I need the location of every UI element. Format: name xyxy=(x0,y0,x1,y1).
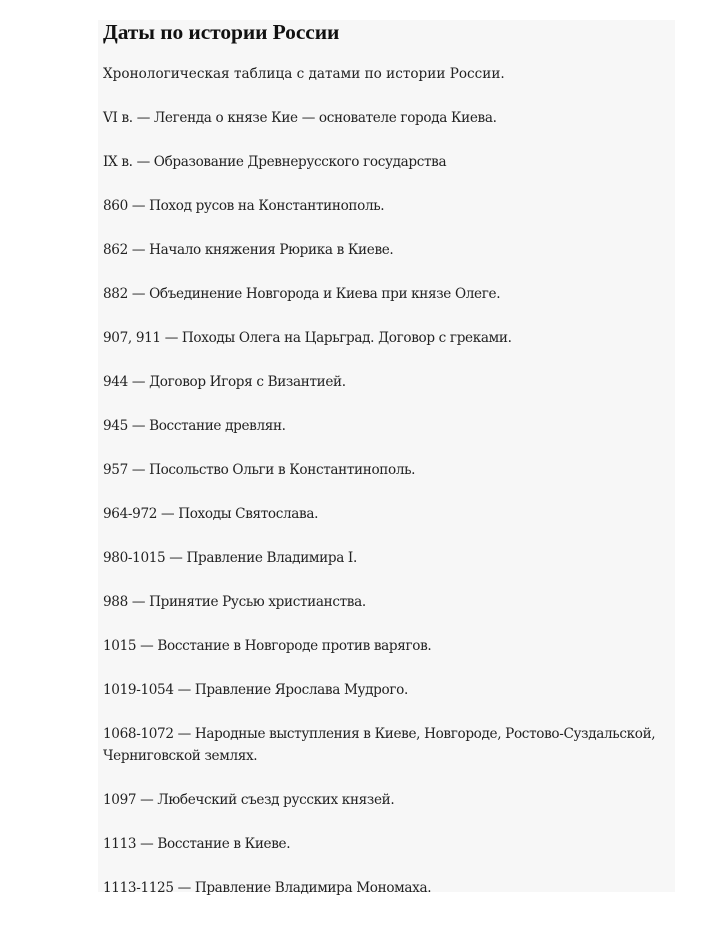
timeline-entry: 1015 — Восстание в Новгороде против варягов. xyxy=(103,638,432,654)
timeline-entry: 1113-1125 — Правление Владимира Мономаха. xyxy=(103,880,432,896)
timeline-list xyxy=(103,107,668,899)
timeline-entry: 862 — Начало княжения Рюрика в Киеве. xyxy=(103,242,394,258)
article-intro: Хронологическая таблица с датами по истории России. xyxy=(103,66,505,82)
timeline-entry: 964-972 — Походы Святослава. xyxy=(103,506,319,522)
timeline-entry: 980-1015 — Правление Владимира I. xyxy=(103,550,357,566)
article xyxy=(103,18,668,899)
timeline-entry: 945 — Восстание древлян. xyxy=(103,418,286,434)
timeline-entry: 957 — Посольство Ольги в Константинополь. xyxy=(103,462,416,478)
timeline-entry: 1113 — Восстание в Киеве. xyxy=(103,836,291,852)
timeline-entry: VI в. — Легенда о князе Кие — основателе города Киева. xyxy=(103,110,497,126)
timeline-entry: 1068-1072 — Народные выступления в Киеве, Новгороде, Ростово-Суздальской, Черниговской землях. xyxy=(103,726,656,764)
timeline-entry: 860 — Поход русов на Константинополь. xyxy=(103,198,385,214)
timeline-entry: 1097 — Любечский съезд русских князей. xyxy=(103,792,395,808)
page-title: Даты по истории России xyxy=(103,20,340,44)
timeline-entry: 882 — Объединение Новгорода и Киева при князе Олеге. xyxy=(103,286,501,302)
timeline-entry: 944 — Договор Игоря с Византией. xyxy=(103,374,346,390)
timeline-entry: IX в. — Образование Древнерусского государства xyxy=(103,154,447,170)
timeline-entry: 907, 911 — Походы Олега на Царьград. Договор с греками. xyxy=(103,330,512,346)
timeline-entry: 1019-1054 — Правление Ярослава Мудрого. xyxy=(103,682,408,698)
timeline-entry: 988 — Принятие Русью христианства. xyxy=(103,594,366,610)
